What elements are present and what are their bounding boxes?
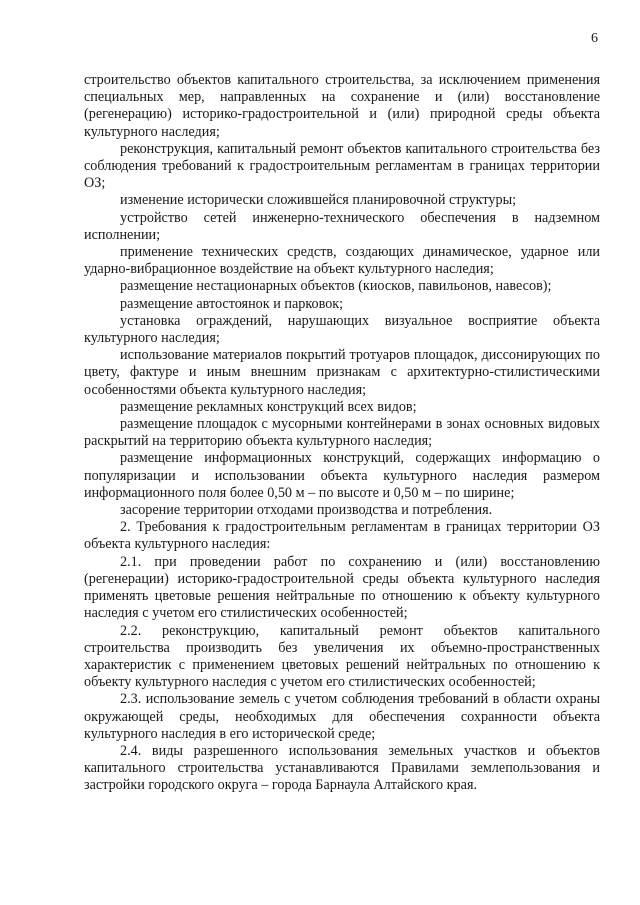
paragraph-prohibition-paving-materials: использование материалов покрытий тротуаров площадок, диссонирующих по цвету, фактуре и иным внешним признакам с архитектурно-стилистическими особенностями объекта культурного наследия; bbox=[84, 347, 600, 398]
paragraph-2-1: 2.1. при проведении работ по сохранению и (или) восстановлению (регенерации) историко-градостроительной среды объекта культурного наследия применять цветовые решения нейтральные по отношению к объекту культурного наследия с учетом его стилистических особенностей; bbox=[84, 553, 600, 622]
paragraph-prohibition-planning-structure: изменение исторически сложившейся планировочной структуры; bbox=[120, 192, 517, 209]
paragraph-2-4: 2.4. виды разрешенного использования земельных участков и объектов капитального строительства устанавливаются Правилами землепользования и застройки городского округа – города Барнаула Алтайского края. bbox=[84, 742, 600, 794]
paragraph-prohibition-overhead-networks: устройство сетей инженерно-технического обеспечения в надземном исполнении; bbox=[84, 209, 600, 243]
paragraph-prohibition-waste-containers: размещение площадок с мусорными контейнерами в зонах основных видовых раскрытий на территорию объекта культурного наследия; bbox=[84, 416, 600, 450]
section-2-heading: 2. Требования к градостроительным регламентам в границах территории ОЗ объекта культурного наследия: bbox=[84, 519, 600, 553]
paragraph-2-3: 2.3. использование земель с учетом соблюдения требований в области охраны окружающей среды, необходимых для обеспечения сохранности объекта культурного наследия в его исторической среде; bbox=[84, 691, 600, 742]
paragraph-prohibition-construction: строительство объектов капитального строительства, за исключением применения специальных мер, направленных на сохранение и (или) восстановление (регенерацию) историко-градостроительной и (или) природной среды объекта культурного наследия; bbox=[84, 72, 600, 140]
paragraph-prohibition-info-signs: размещение информационных конструкций, содержащих информацию о популяризации и использовании объекта культурного наследия размером информационного поля более 0,50 м – по высоте и 0,50 м – по ширине; bbox=[84, 450, 600, 501]
paragraph-2-2: 2.2. реконструкцию, капитальный ремонт объектов капитального строительства производить без увеличения их объемно-пространственных характеристик с применением цветовых решений нейтральных по отношению к объекту культурного наследия с учетом его стилистических особенностей; bbox=[84, 622, 600, 691]
paragraph-prohibition-reconstruction: реконструкция, капитальный ремонт объектов капитального строительства без соблюдения требований к градостроительным регламентам в границах территории ОЗ; bbox=[84, 140, 600, 192]
paragraph-prohibition-vibration: применение технических средств, создающих динамическое, ударное или ударно-вибрационное воздействие на объект культурного наследия; bbox=[84, 244, 600, 278]
paragraph-prohibition-advertising: размещение рекламных конструкций всех видов; bbox=[120, 398, 417, 415]
document-body bbox=[84, 72, 600, 795]
paragraph-prohibition-littering: засорение территории отходами производства и потребления. bbox=[120, 502, 493, 519]
paragraph-prohibition-fences: установка ограждений, нарушающих визуальное восприятие объекта культурного наследия; bbox=[84, 312, 600, 347]
paragraph-prohibition-kiosks: размещение нестационарных объектов (киосков, павильонов, навесов); bbox=[120, 278, 552, 295]
paragraph-prohibition-parking: размещение автостоянок и парковок; bbox=[120, 295, 344, 312]
page-number: 6 bbox=[591, 31, 598, 46]
